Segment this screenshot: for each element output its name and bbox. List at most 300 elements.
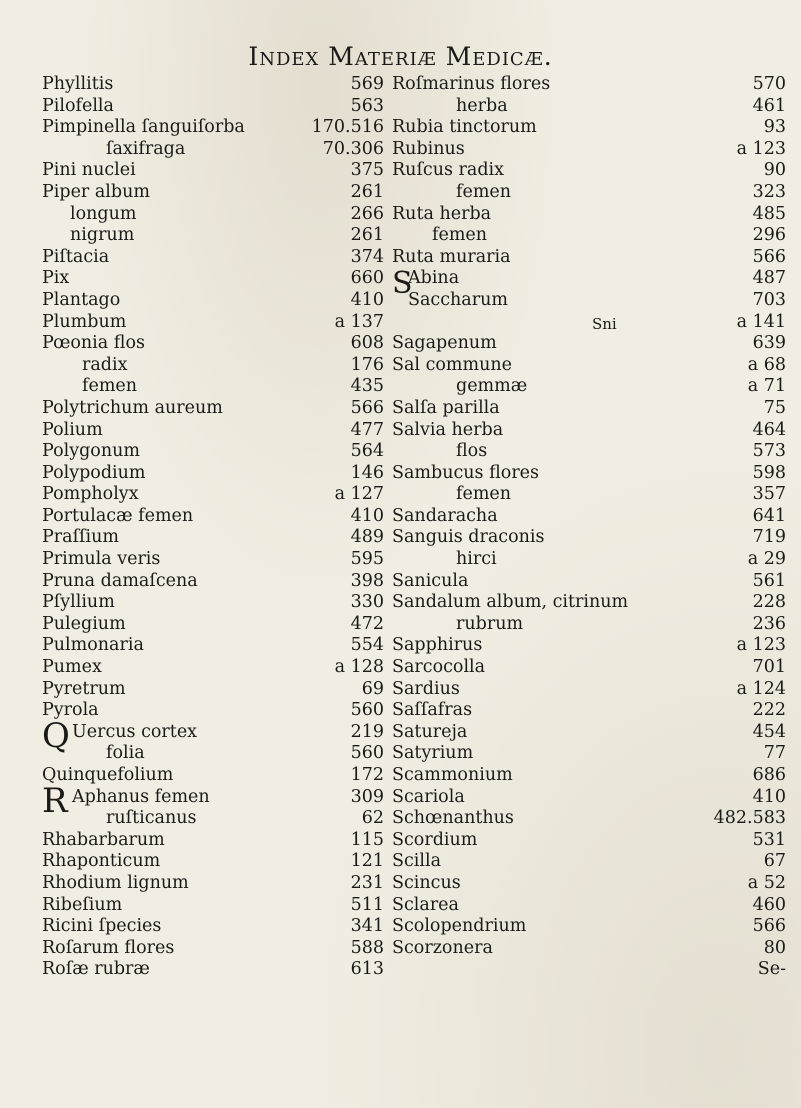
index-entry <box>42 225 384 247</box>
entry-page-ref: 570 <box>752 74 786 94</box>
entry-term-text: Scordium <box>392 829 478 850</box>
entry-page-ref: 564 <box>350 441 384 462</box>
entry-term-text: Ruta herba <box>392 203 492 224</box>
entry-term-text: Rubia tinctorum <box>392 117 537 138</box>
index-entry <box>392 787 786 809</box>
entry-term-text: folia <box>106 743 145 764</box>
entry-term <box>42 808 197 830</box>
entry-term <box>392 635 482 657</box>
index-entry <box>392 873 786 895</box>
entry-term-text: Scorzonera <box>392 937 493 958</box>
entry-term <box>42 549 160 571</box>
index-entry <box>42 873 384 895</box>
index-entry <box>42 355 384 377</box>
index-entry <box>42 808 384 830</box>
index-entry <box>392 333 786 355</box>
entry-page-ref: 70.306 <box>322 138 384 159</box>
entry-term-text: longum <box>70 203 137 224</box>
entry-term <box>392 787 465 809</box>
index-entry <box>42 268 384 290</box>
index-entry <box>42 441 384 463</box>
entry-term <box>42 571 198 593</box>
index-entry <box>42 247 384 269</box>
drop-cap: Q <box>42 715 70 756</box>
entry-term-text: Piper album <box>42 181 150 202</box>
index-entry <box>392 182 786 204</box>
index-entry <box>392 160 786 182</box>
index-entry <box>392 614 786 636</box>
entry-term <box>42 268 69 290</box>
entry-page-ref: 90 <box>763 160 786 181</box>
entry-page-ref: a 68 <box>747 354 786 375</box>
entry-term <box>42 463 146 485</box>
entry-term-text: ſaxifraga <box>106 138 186 159</box>
entry-page-ref: 375 <box>350 160 384 181</box>
entry-term-text: Polypodium <box>42 462 146 483</box>
entry-term-text: Roſarum flores <box>42 937 175 958</box>
entry-term <box>392 916 526 938</box>
entry-term-text: Scolopendrium <box>392 916 527 937</box>
entry-term-text: Plumbum <box>42 311 127 332</box>
entry-term <box>392 765 513 787</box>
entry-term <box>392 441 487 463</box>
entry-page-ref: 569 <box>350 74 384 94</box>
section-mark: Sni <box>592 314 617 333</box>
entry-term-text: rubrum <box>456 613 524 634</box>
entry-term-text: Abina <box>408 268 460 289</box>
entry-term-text: Scariola <box>392 786 465 807</box>
index-entry <box>42 96 384 118</box>
index-entry <box>42 830 384 852</box>
entry-page-ref: 608 <box>350 333 384 354</box>
entry-page-ref: 261 <box>350 225 384 246</box>
entry-page-ref: 296 <box>752 225 786 246</box>
entry-page-ref: 176 <box>350 354 384 375</box>
index-entry <box>42 549 384 571</box>
entry-term <box>392 679 460 701</box>
drop-cap: S <box>392 266 413 302</box>
entry-term-text: Sanguis draconis <box>392 527 545 548</box>
entry-page-ref: 560 <box>350 743 384 764</box>
index-entry <box>42 398 384 420</box>
entry-term-text: Polytrichum aureum <box>42 397 223 418</box>
entry-term-text: Rhodium lignum <box>42 872 189 893</box>
index-entry <box>42 420 384 442</box>
index-entry <box>392 938 786 960</box>
entry-term-text: Ruta muraria <box>392 246 511 267</box>
entry-page-ref: 511 <box>350 894 384 915</box>
entry-term-text: Sarcocolla <box>392 657 486 678</box>
entry-term-text: Sandalum album, citrinum <box>392 592 629 613</box>
entry-term <box>392 225 487 247</box>
entry-term <box>392 204 491 226</box>
index-entry <box>392 830 786 852</box>
entry-term-text: Aphanus femen <box>72 786 210 807</box>
entry-page-ref: 660 <box>350 268 384 289</box>
index-entry <box>392 484 786 506</box>
entry-term <box>392 117 537 139</box>
entry-term <box>392 463 539 485</box>
index-entry <box>392 895 786 917</box>
entry-page-ref: 236 <box>752 613 786 634</box>
entry-term <box>392 266 460 302</box>
entry-page-ref: 435 <box>350 376 384 397</box>
entry-term <box>42 247 109 269</box>
entry-term-text: gemmæ <box>456 376 528 397</box>
entry-page-ref: 75 <box>763 397 786 418</box>
entry-page-ref: 554 <box>350 635 384 656</box>
entry-term <box>392 851 441 873</box>
entry-term-text: Pruna damaſcena <box>42 570 198 591</box>
entry-page-ref: 460 <box>752 894 786 915</box>
entry-term-text: Pimpinella ſanguiſorba <box>42 117 245 138</box>
entry-term-text: Sardius <box>392 678 460 699</box>
entry-term <box>42 895 122 917</box>
entry-page-ref: 228 <box>752 592 786 613</box>
entry-page-ref: 703 <box>752 289 786 310</box>
entry-term <box>42 312 126 334</box>
entry-page-ref: 561 <box>752 570 786 591</box>
entry-term-text: Scincus <box>392 872 461 893</box>
entry-page-ref: 639 <box>752 333 786 354</box>
entry-term <box>42 376 137 398</box>
entry-page-ref: 266 <box>350 203 384 224</box>
index-entry <box>392 117 786 139</box>
entry-page-ref: 115 <box>350 829 384 850</box>
entry-term-text: Scammonium <box>392 765 513 785</box>
index-entry <box>392 312 786 334</box>
index-entry <box>42 938 384 960</box>
entry-term-text: Polygonum <box>42 441 140 462</box>
entry-term-text: Primula veris <box>42 549 161 570</box>
entry-term <box>392 938 493 960</box>
entry-term <box>42 225 134 247</box>
entry-term <box>42 333 145 355</box>
entry-term-text: Pulmonaria <box>42 635 144 656</box>
entry-page-ref: a 123 <box>736 138 786 159</box>
entry-term-text: Scilla <box>392 851 442 872</box>
entry-term-text: Portulacæ femen <box>42 505 194 526</box>
entry-page-ref: 410 <box>752 786 786 807</box>
entry-page-ref: 69 <box>361 678 384 699</box>
entry-page-ref: a 52 <box>747 872 786 893</box>
entry-term-text: Praſſium <box>42 527 119 548</box>
entry-page-ref: a 137 <box>334 311 384 332</box>
index-column-right <box>392 74 786 981</box>
entry-term <box>392 160 504 182</box>
index-entry <box>42 506 384 528</box>
index-entry <box>392 657 786 679</box>
index-entry <box>392 441 786 463</box>
index-entry <box>42 743 384 765</box>
entry-page-ref: 77 <box>763 743 786 764</box>
entry-term-text: femen <box>456 181 512 202</box>
entry-term-text: Sandaracha <box>392 505 498 526</box>
entry-term <box>42 635 144 657</box>
index-column-left <box>42 74 384 981</box>
index-entry <box>392 74 786 96</box>
entry-page-ref: 172 <box>350 765 384 785</box>
entry-term <box>392 96 508 118</box>
index-entry <box>42 333 384 355</box>
entry-term-text: Roſmarinus flores <box>392 74 551 94</box>
index-entry <box>392 635 786 657</box>
entry-page-ref: 719 <box>752 527 786 548</box>
entry-page-ref: 531 <box>752 829 786 850</box>
entry-page-ref: a 127 <box>334 484 384 505</box>
entry-term-text: Sambucus flores <box>392 462 540 483</box>
entry-term-text: Salſa parilla <box>392 397 500 418</box>
entry-page-ref: 170.516 <box>311 117 384 138</box>
entry-page-ref: 566 <box>350 397 384 418</box>
entry-term-text: Piſtacia <box>42 246 110 267</box>
entry-term-text: Satureja <box>392 721 468 742</box>
entry-term-text: Pœonia flos <box>42 333 145 354</box>
entry-page-ref: 261 <box>350 181 384 202</box>
entry-term-text: Phyllitis <box>42 74 114 94</box>
entry-term <box>42 938 174 960</box>
entry-term <box>392 722 467 744</box>
index-entry <box>42 679 384 701</box>
entry-page-ref: 566 <box>752 916 786 937</box>
entry-term <box>42 117 245 139</box>
entry-term <box>42 484 139 506</box>
entry-term <box>42 743 145 765</box>
entry-page-ref: 80 <box>763 937 786 958</box>
entry-page-ref: 482.583 <box>713 808 786 829</box>
entry-term <box>42 873 189 895</box>
entry-page-ref: 93 <box>763 117 786 138</box>
entry-term <box>42 139 185 161</box>
entry-page-ref: 67 <box>763 851 786 872</box>
index-entry <box>42 74 384 96</box>
entry-term <box>42 679 126 701</box>
entry-page-ref: 613 <box>350 959 384 980</box>
entry-term-text: Pumex <box>42 657 102 678</box>
entry-term <box>42 916 161 938</box>
entry-term <box>392 182 511 204</box>
entry-term-text: femen <box>456 484 512 505</box>
entry-term <box>392 398 500 420</box>
entry-page-ref: 374 <box>350 246 384 267</box>
entry-term-text: Uercus cortex <box>72 721 198 742</box>
index-entry <box>42 484 384 506</box>
index-entry <box>392 549 786 571</box>
entry-term-text: radix <box>82 354 128 375</box>
index-entry <box>42 700 384 722</box>
entry-page-ref: 588 <box>350 937 384 958</box>
entry-page-ref: 357 <box>752 484 786 505</box>
index-entry <box>42 139 384 161</box>
entry-page-ref: 598 <box>752 462 786 483</box>
entry-term-text: hirci <box>456 549 497 570</box>
entry-page-ref: 461 <box>752 95 786 116</box>
entry-term <box>392 420 503 442</box>
index-entry <box>392 743 786 765</box>
entry-page-ref: 641 <box>752 505 786 526</box>
entry-term-text: Sclarea <box>392 894 459 915</box>
entry-term <box>42 182 150 204</box>
entry-term <box>42 398 223 420</box>
entry-page-ref: 454 <box>752 721 786 742</box>
entry-page-ref: 146 <box>350 462 384 483</box>
entry-term <box>42 355 127 377</box>
index-entry <box>392 700 786 722</box>
index-entry <box>42 614 384 636</box>
entry-term-text: Sapphirus <box>392 635 483 656</box>
entry-term <box>42 96 114 118</box>
entry-page-ref: 410 <box>350 505 384 526</box>
index-entry <box>42 290 384 312</box>
index-entry <box>392 571 786 593</box>
index-entry <box>42 916 384 938</box>
entry-term-text: Roſæ rubræ <box>42 959 150 980</box>
index-entry <box>392 527 786 549</box>
entry-term-text: Pyrola <box>42 700 99 721</box>
entry-page-ref: 410 <box>350 289 384 310</box>
entry-page-ref: 573 <box>752 441 786 462</box>
index-entry <box>392 765 786 787</box>
drop-cap: R <box>42 780 68 821</box>
entry-page-ref: 231 <box>350 872 384 893</box>
page-header: Index Materiæ Medicæ. <box>248 42 553 71</box>
entry-term <box>42 851 160 873</box>
entry-page-ref: 472 <box>350 613 384 634</box>
entry-term-text: nigrum <box>70 225 135 246</box>
entry-page-ref: 701 <box>752 657 786 678</box>
entry-term-text: Pſyllium <box>42 592 115 613</box>
entry-term <box>392 657 485 679</box>
index-entry <box>42 895 384 917</box>
index-entry <box>42 765 384 787</box>
entry-term-text: flos <box>456 441 488 462</box>
entry-term <box>392 830 477 852</box>
entry-term-text: Rhabarbarum <box>42 829 165 850</box>
entry-term <box>392 355 512 377</box>
entry-term-text: Pilofella <box>42 95 114 116</box>
entry-term <box>42 527 119 549</box>
entry-page-ref: 222 <box>752 700 786 721</box>
index-entry <box>42 571 384 593</box>
entry-page-ref: 566 <box>752 246 786 267</box>
index-entry <box>392 916 786 938</box>
index-entry <box>392 420 786 442</box>
entry-page-ref: 309 <box>350 786 384 807</box>
entry-term <box>42 420 103 442</box>
index-entry <box>392 204 786 226</box>
entry-term <box>392 527 545 549</box>
index-entry <box>42 376 384 398</box>
entry-term-text: Pini nuclei <box>42 160 136 181</box>
entry-term <box>42 160 136 182</box>
entry-page-ref: 485 <box>752 203 786 224</box>
entry-term <box>392 484 511 506</box>
index-entry <box>392 247 786 269</box>
index-entry <box>392 808 786 830</box>
entry-term-text: Pulegium <box>42 613 126 634</box>
index-entry <box>42 592 384 614</box>
index-entry <box>42 312 384 334</box>
entry-term-text: Ribeſium <box>42 894 123 915</box>
entry-term-text: Rhaponticum <box>42 851 161 872</box>
entry-term-text: Sanicula <box>392 570 469 591</box>
index-entry <box>42 463 384 485</box>
entry-term <box>42 657 102 679</box>
entry-page-ref: a 29 <box>747 549 786 570</box>
entry-page-ref: 341 <box>350 916 384 937</box>
entry-term <box>392 614 523 636</box>
entry-term <box>392 333 497 355</box>
index-entry <box>392 355 786 377</box>
entry-page-ref: 489 <box>350 527 384 548</box>
entry-term-text: Schœnanthus <box>392 808 514 829</box>
entry-term <box>392 571 468 593</box>
index-entry <box>392 506 786 528</box>
index-entry <box>42 527 384 549</box>
entry-page-ref: a 124 <box>736 678 786 699</box>
entry-term-text: Plantago <box>42 289 121 310</box>
entry-term <box>392 506 498 528</box>
index-entry <box>42 959 384 981</box>
index-entry <box>42 851 384 873</box>
entry-term <box>42 74 113 96</box>
entry-term <box>42 506 193 528</box>
entry-term-text: Ruſcus radix <box>392 160 505 181</box>
entry-term-text: Sal commune <box>392 354 513 375</box>
entry-term-text: Salvia herba <box>392 419 504 440</box>
entry-page-ref: 398 <box>350 570 384 591</box>
entry-term <box>392 74 550 96</box>
entry-page-ref: 62 <box>361 808 384 829</box>
entry-term-text: Saccharum <box>408 289 508 310</box>
index-entry <box>42 117 384 139</box>
entry-term-text: Rubinus <box>392 138 465 159</box>
entry-term <box>42 592 115 614</box>
entry-term-text: Saſſafras <box>392 700 473 721</box>
index-entry <box>392 679 786 701</box>
entry-page-ref: 563 <box>350 95 384 116</box>
index-entry <box>42 204 384 226</box>
entry-term <box>42 959 150 981</box>
entry-term <box>42 441 140 463</box>
entry-term <box>392 290 508 312</box>
entry-page-ref: 595 <box>350 549 384 570</box>
entry-page-ref: 323 <box>752 181 786 202</box>
entry-term-text: femen <box>432 225 488 246</box>
entry-term-text: femen <box>82 376 138 397</box>
entry-page-ref: 121 <box>350 851 384 872</box>
index-entry <box>392 398 786 420</box>
index-entry <box>392 96 786 118</box>
entry-term-text: Quinquefolium <box>42 765 174 785</box>
entry-term <box>392 895 459 917</box>
index-entry <box>392 225 786 247</box>
entry-term-text: ruſticanus <box>106 808 197 829</box>
index-entry <box>42 160 384 182</box>
entry-page-ref: 487 <box>752 268 786 289</box>
index-entry <box>42 182 384 204</box>
entry-term <box>42 614 126 636</box>
entry-term-text: Polium <box>42 419 103 440</box>
entry-term <box>42 204 136 226</box>
entry-term <box>392 700 472 722</box>
entry-term-text: Pyretrum <box>42 678 126 699</box>
entry-term-text: Pompholyx <box>42 484 139 505</box>
entry-term <box>392 743 473 765</box>
index-entry <box>392 290 786 312</box>
index-entry <box>392 463 786 485</box>
entry-term <box>392 247 511 269</box>
